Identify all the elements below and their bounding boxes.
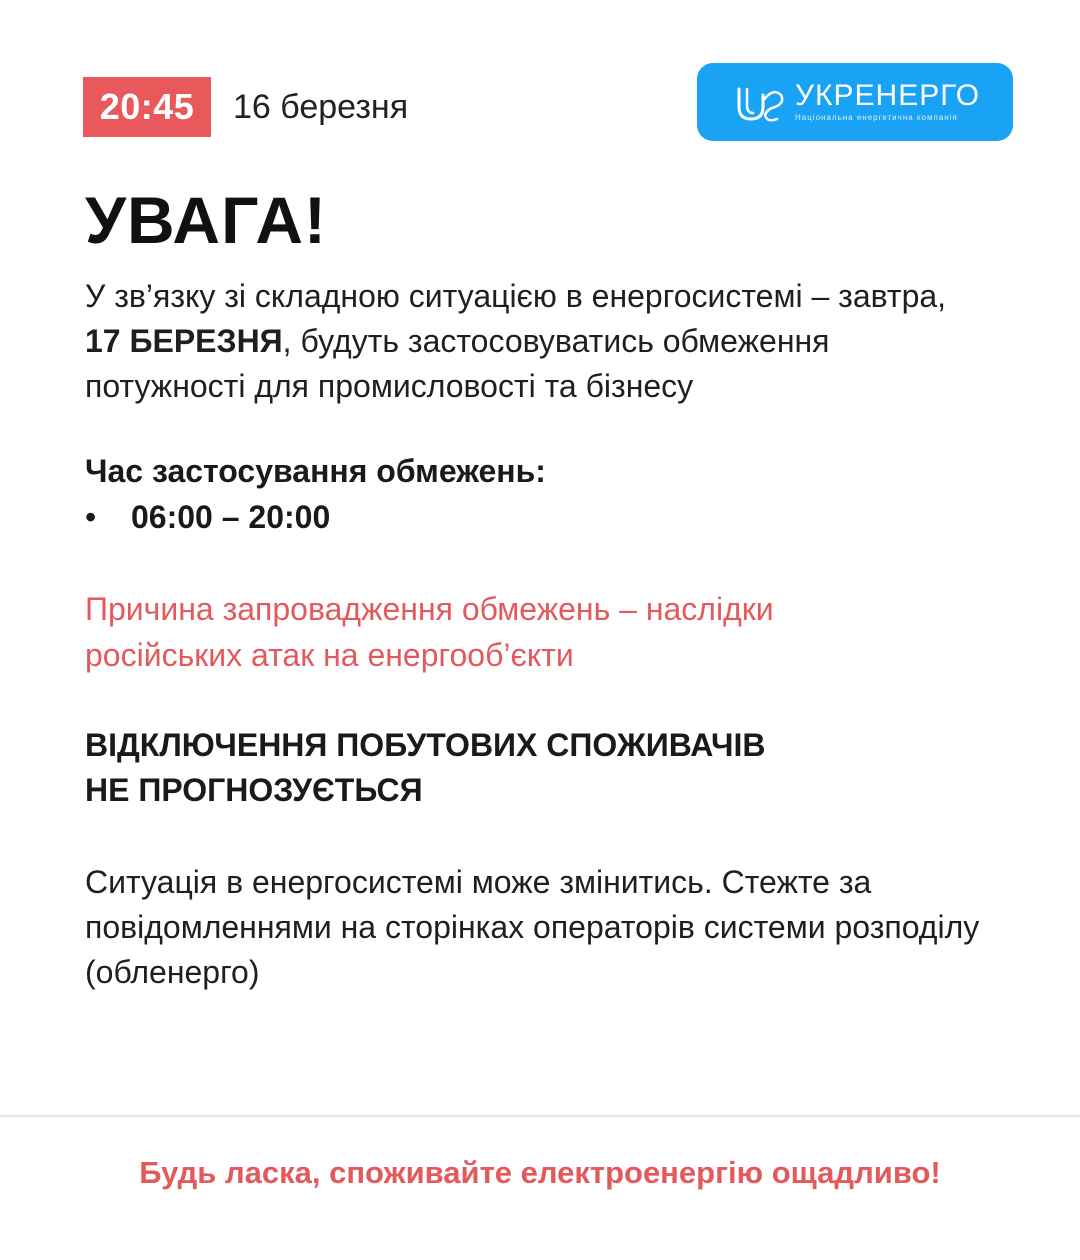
ukrenergo-logo: [697, 63, 1013, 141]
reason-text: [85, 586, 965, 678]
bullet-icon: •: [85, 499, 97, 535]
date-text: 16 березня: [233, 88, 409, 126]
situation-paragraph: Ситуація в енергосистемі може змінитись. Стежте за повідомленнями на сторінках операторів системи розподілу (обленерго): [85, 864, 980, 990]
logo-name: УКРЕНЕРГО: [795, 79, 981, 112]
reason-line-1: Причина запровадження обмежень – наслідки: [85, 591, 774, 627]
limits-time-range: 06:00 – 20:00: [131, 499, 331, 535]
reason-line-2: російських атак на енергооб’єкти: [85, 637, 574, 673]
header: [83, 63, 1013, 141]
household-line-2: НЕ ПРОГНОЗУЄТЬСЯ: [85, 772, 423, 808]
intro-text-before: У зв’язку зі складною ситуацією в енергосистемі – завтра,: [85, 278, 947, 314]
time-badge: 20:45: [83, 77, 211, 137]
footer-divider: [0, 1115, 1080, 1117]
limits-time-item: [85, 495, 330, 539]
household-notice: [85, 723, 965, 813]
ukrenergo-logo-icon: [733, 81, 785, 125]
limits-label: Час застосування обмежень:: [85, 453, 546, 489]
footer-appeal: Будь ласка, споживайте електроенергію ощадливо!: [139, 1155, 941, 1190]
logo-subtitle: Національна енергетична компанія: [795, 113, 958, 122]
household-line-1: ВІДКЛЮЧЕННЯ ПОБУТОВИХ СПОЖИВАЧІВ: [85, 727, 766, 763]
intro-paragraph: [85, 274, 985, 409]
intro-date-highlight: 17 БЕРЕЗНЯ: [85, 323, 283, 359]
page-title: УВАГА!: [85, 183, 327, 257]
intro-text-after: , будуть застосовуватись обмеження потужності для промисловості та бізнесу: [85, 323, 830, 404]
